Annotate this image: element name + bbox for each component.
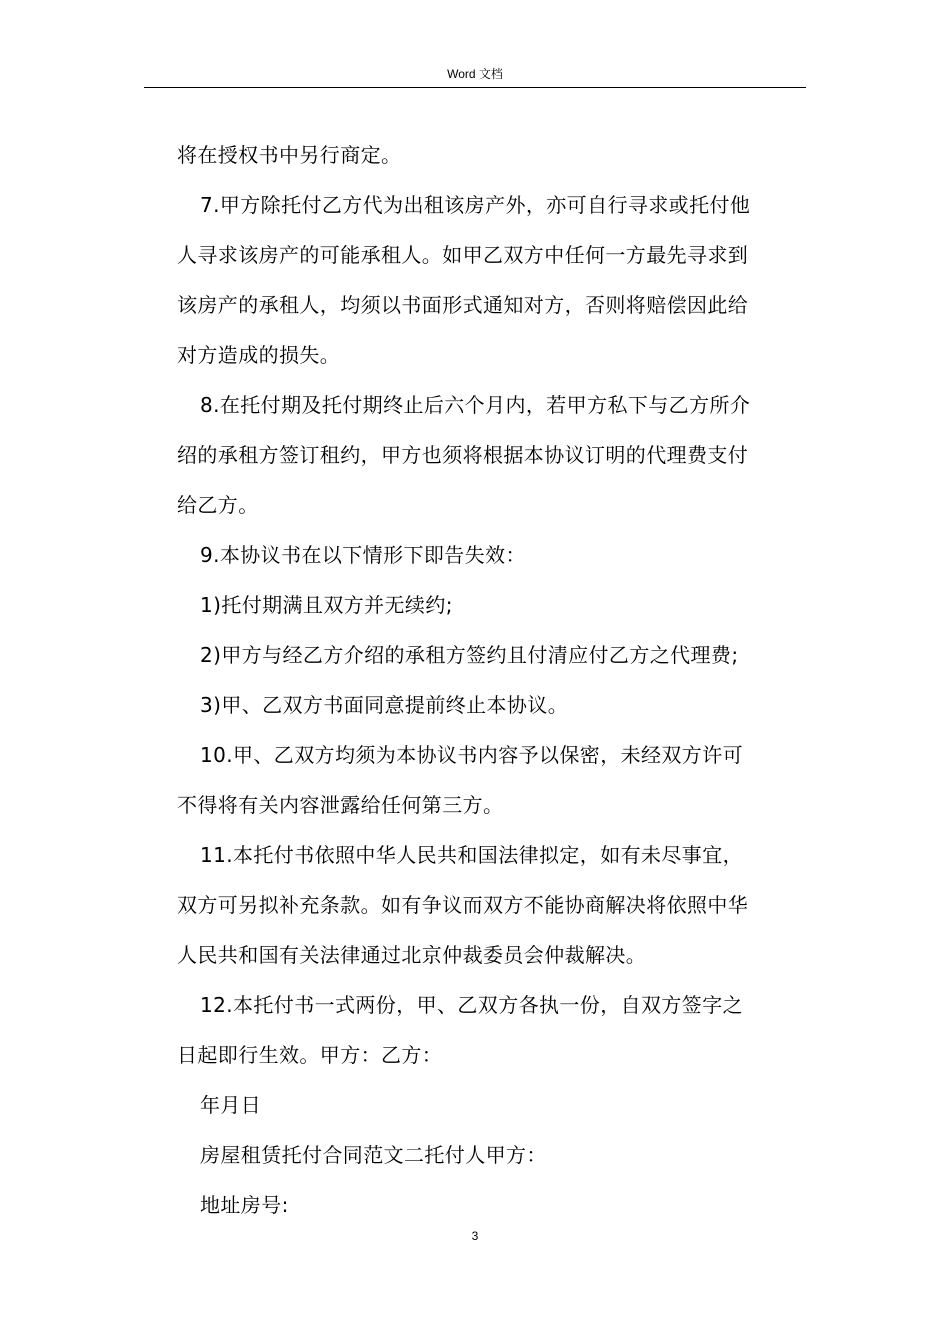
paragraph-line: 给乙方。 [177,493,259,517]
paragraph-line: 双方可另拟补充条款。如有争议而双方不能协商解决将依照中华 [177,893,749,917]
paragraph-line: 不得将有关内容泄露给任何第三方。 [177,793,504,817]
paragraph-line: 绍的承租方签订租约，甲方也须将根据本协议订明的代理费支付 [177,443,749,467]
paragraph-line: 年月日 [200,1093,262,1117]
page-number: 3 [471,1229,479,1243]
paragraph-line: 10.甲、乙双方均须为本协议书内容予以保密，未经双方许可 [200,743,744,767]
paragraph-line: 人民共和国有关法律通过北京仲裁委员会仲裁解决。 [177,943,647,967]
paragraph-line: 地址房号: [200,1193,289,1217]
paragraph-line: 2)甲方与经乙方介绍的承租方签约且付清应付乙方之代理费; [200,643,739,667]
paragraph-line: 人寻求该房产的可能承租人。如甲乙双方中任何一方最先寻求到 [177,243,749,267]
paragraph-line: 日起即行生效。甲方：乙方： [177,1043,443,1067]
paragraph-line: 该房产的承租人，均须以书面形式通知对方，否则将赔偿因此给 [177,293,749,317]
paragraph-line: 对方造成的损失。 [177,343,341,367]
paragraph-line: 将在授权书中另行商定。 [177,143,402,167]
paragraph-line: 12.本托付书一式两份，甲、乙双方各执一份，自双方签字之 [200,993,744,1017]
paragraph-line: 3)甲、乙双方书面同意提前终止本协议。 [200,693,569,717]
paragraph-line: 1)托付期满且双方并无续约; [200,593,453,617]
page-header-title: Word 文档 [447,67,503,81]
paragraph-line: 房屋租赁托付合同范文二托付人甲方： [200,1143,547,1167]
paragraph-line: 9.本协议书在以下情形下即告失效： [200,543,526,567]
header-divider [144,87,806,88]
paragraph-line: 7.甲方除托付乙方代为出租该房产外，亦可自行寻求或托付他 [200,193,751,217]
paragraph-line: 11.本托付书依照中华人民共和国法律拟定，如有未尽事宜， [200,843,744,867]
paragraph-line: 8.在托付期及托付期终止后六个月内，若甲方私下与乙方所介 [200,393,751,417]
document-body [177,130,807,1230]
